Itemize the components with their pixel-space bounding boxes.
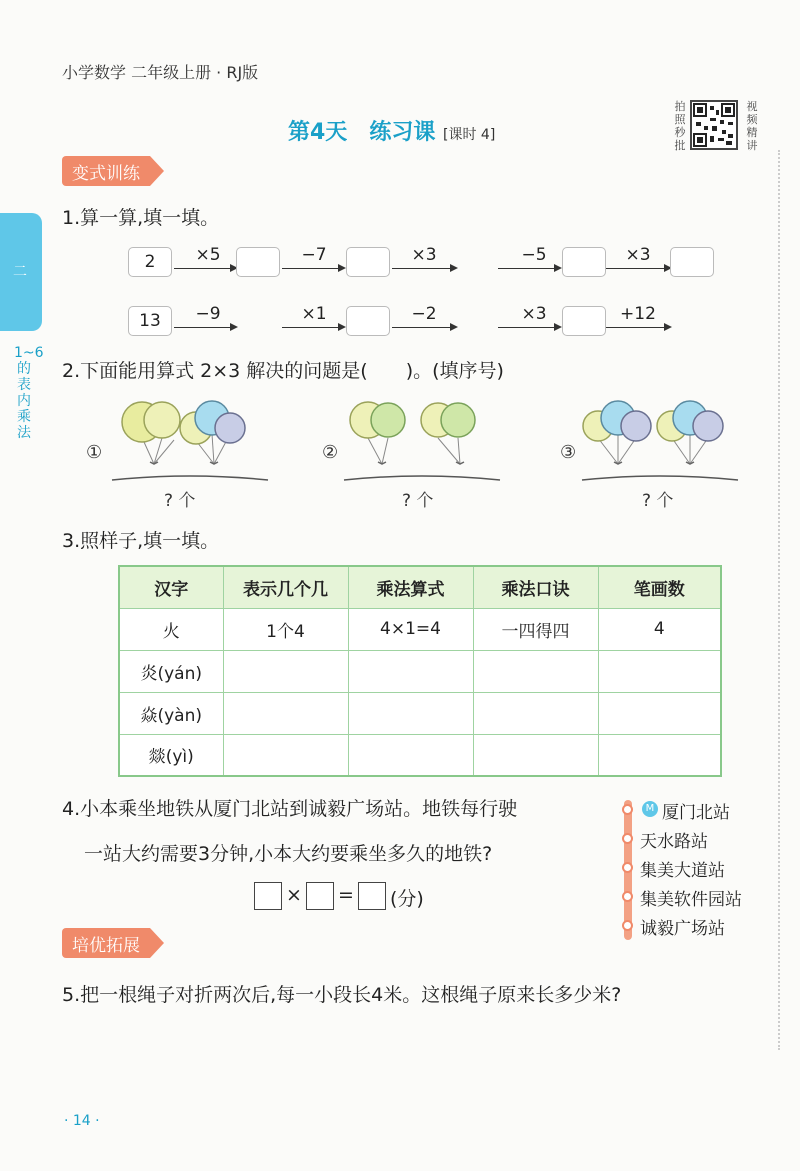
section-banner-practice: 变式训练 — [62, 156, 150, 186]
balloon-group-icon — [110, 398, 270, 488]
table-cell: 1个4 — [223, 608, 348, 650]
lesson-name: 练习课 — [369, 120, 436, 145]
q4-text-line1: 4.小本乘坐地铁从厦门北站到诚毅广场站。地铁每行驶 — [62, 798, 518, 820]
q1-row1-op2: −7 — [301, 245, 327, 265]
station-4: 集美软件园站 — [640, 890, 742, 910]
table-row — [119, 650, 721, 692]
book-header: 小学数学 二年级上册 · RJ版 — [62, 63, 259, 82]
q1-row2-op3: −2 — [411, 304, 437, 324]
q1-row2-answer-box-2[interactable] — [562, 306, 606, 336]
station-dot — [622, 862, 633, 873]
table-answer-cell[interactable] — [473, 692, 598, 734]
q1-text: 1.算一算,填一填。 — [62, 207, 220, 229]
station-dot — [622, 804, 633, 815]
table-answer-cell[interactable] — [348, 734, 473, 776]
table-row — [119, 734, 721, 776]
table-header-cell: 汉字 — [119, 566, 223, 608]
table-header-cell: 笔画数 — [598, 566, 721, 608]
table-cell: 焱(yàn) — [119, 692, 223, 734]
q1-row2-start-box: 13 — [128, 306, 172, 336]
table-answer-cell[interactable] — [473, 650, 598, 692]
station-dot — [622, 920, 633, 931]
arrow-icon — [392, 327, 456, 328]
q1-row1-answer-box-3[interactable] — [562, 247, 606, 277]
table-header-cell: 乘法口诀 — [473, 566, 598, 608]
q2-text: 2.下面能用算式 2×3 解决的问题是( )。(填序号) — [62, 360, 504, 382]
table-header-cell: 乘法算式 — [348, 566, 473, 608]
station-dot — [622, 891, 633, 902]
q4-answer-box-2[interactable] — [306, 882, 334, 910]
table-answer-cell[interactable] — [223, 734, 348, 776]
qr-left-label: 拍照秒批 — [674, 100, 686, 152]
q1-row1-answer-box-1[interactable] — [236, 247, 280, 277]
q1-row1-op5: ×3 — [625, 245, 651, 265]
q1-row2-op4: ×3 — [521, 304, 547, 324]
q4-answer-box-3[interactable] — [358, 882, 386, 910]
balloon-group-icon — [342, 398, 502, 488]
table-answer-cell[interactable] — [598, 734, 721, 776]
qr-right-label: 视频精讲 — [746, 100, 758, 152]
q4-times-sign: × — [286, 884, 302, 906]
q2-option-3-label: ? 个 — [642, 491, 674, 511]
q1-row1-op3: ×3 — [411, 245, 437, 265]
q1-row2-op2: ×1 — [301, 304, 327, 324]
unit-title: 1~6的表内乘法 — [14, 345, 44, 441]
station-3: 集美大道站 — [640, 861, 725, 881]
unit-side-tab — [0, 213, 42, 331]
metro-icon: M — [642, 801, 658, 817]
q1-row1-op1: ×5 — [195, 245, 221, 265]
station-2: 天水路站 — [640, 832, 708, 852]
q2-option-2-num: ② — [322, 442, 339, 463]
table-row — [119, 608, 721, 650]
qr-code-icon[interactable] — [690, 100, 738, 150]
q4-equals-sign: = — [338, 884, 354, 906]
table-answer-cell[interactable] — [223, 650, 348, 692]
arrow-icon — [282, 327, 344, 328]
q2-option-2-label: ? 个 — [402, 491, 434, 511]
table-answer-cell[interactable] — [223, 692, 348, 734]
lesson-title — [288, 115, 495, 146]
arrow-icon — [282, 268, 344, 269]
q1-row2-op5: +12 — [620, 304, 656, 324]
arrow-icon — [606, 268, 670, 269]
q2-option-3-num: ③ — [560, 442, 577, 463]
section-banner-extend: 培优拓展 — [62, 928, 150, 958]
station-5: 诚毅广场站 — [640, 919, 725, 939]
q1-row1-answer-box-4[interactable] — [670, 247, 714, 277]
q3-table — [118, 565, 722, 777]
q4-text-line2: 一站大约需要3分钟,小本大约要乘坐多久的地铁? — [84, 843, 493, 865]
table-row — [119, 692, 721, 734]
table-answer-cell[interactable] — [473, 734, 598, 776]
page-edge-divider — [778, 150, 780, 1050]
table-answer-cell[interactable] — [348, 692, 473, 734]
table-cell: 火 — [119, 608, 223, 650]
q3-text: 3.照样子,填一填。 — [62, 530, 220, 552]
q1-row1-answer-box-2[interactable] — [346, 247, 390, 277]
lesson-day: 第4天 — [288, 120, 348, 145]
lesson-tag: [课时 4] — [443, 127, 496, 143]
q1-row2-answer-box-1[interactable] — [346, 306, 390, 336]
q2-option-1-label: ? 个 — [164, 491, 196, 511]
table-cell: 4 — [598, 608, 721, 650]
arrow-icon — [174, 327, 236, 328]
unit-tab-label: 二 — [13, 264, 27, 280]
table-answer-cell[interactable] — [598, 692, 721, 734]
arrow-icon — [606, 327, 670, 328]
table-header-cell: 表示几个几 — [223, 566, 348, 608]
page-number: · 14 · — [64, 1113, 100, 1129]
q1-row1-start-box: 2 — [128, 247, 172, 277]
arrow-icon — [498, 327, 560, 328]
arrow-icon — [392, 268, 456, 269]
table-cell: 一四得四 — [473, 608, 598, 650]
q5-text: 5.把一根绳子对折两次后,每一小段长4米。这根绳子原来长多少米? — [62, 984, 622, 1006]
q4-answer-box-1[interactable] — [254, 882, 282, 910]
table-header-row — [119, 566, 721, 608]
balloon-group-icon — [580, 398, 740, 488]
table-cell: 炎(yán) — [119, 650, 223, 692]
arrow-icon — [498, 268, 560, 269]
station-dot — [622, 833, 633, 844]
q4-unit: (分) — [390, 888, 424, 910]
station-1: 厦门北站 — [662, 803, 730, 823]
q1-row2-op1: −9 — [195, 304, 221, 324]
table-cell: 燚(yì) — [119, 734, 223, 776]
q1-row1-op4: −5 — [521, 245, 547, 265]
table-answer-cell[interactable] — [598, 650, 721, 692]
q2-option-1-num: ① — [86, 442, 103, 463]
arrow-icon — [174, 268, 236, 269]
table-answer-cell[interactable] — [348, 650, 473, 692]
table-cell: 4×1=4 — [348, 608, 473, 650]
